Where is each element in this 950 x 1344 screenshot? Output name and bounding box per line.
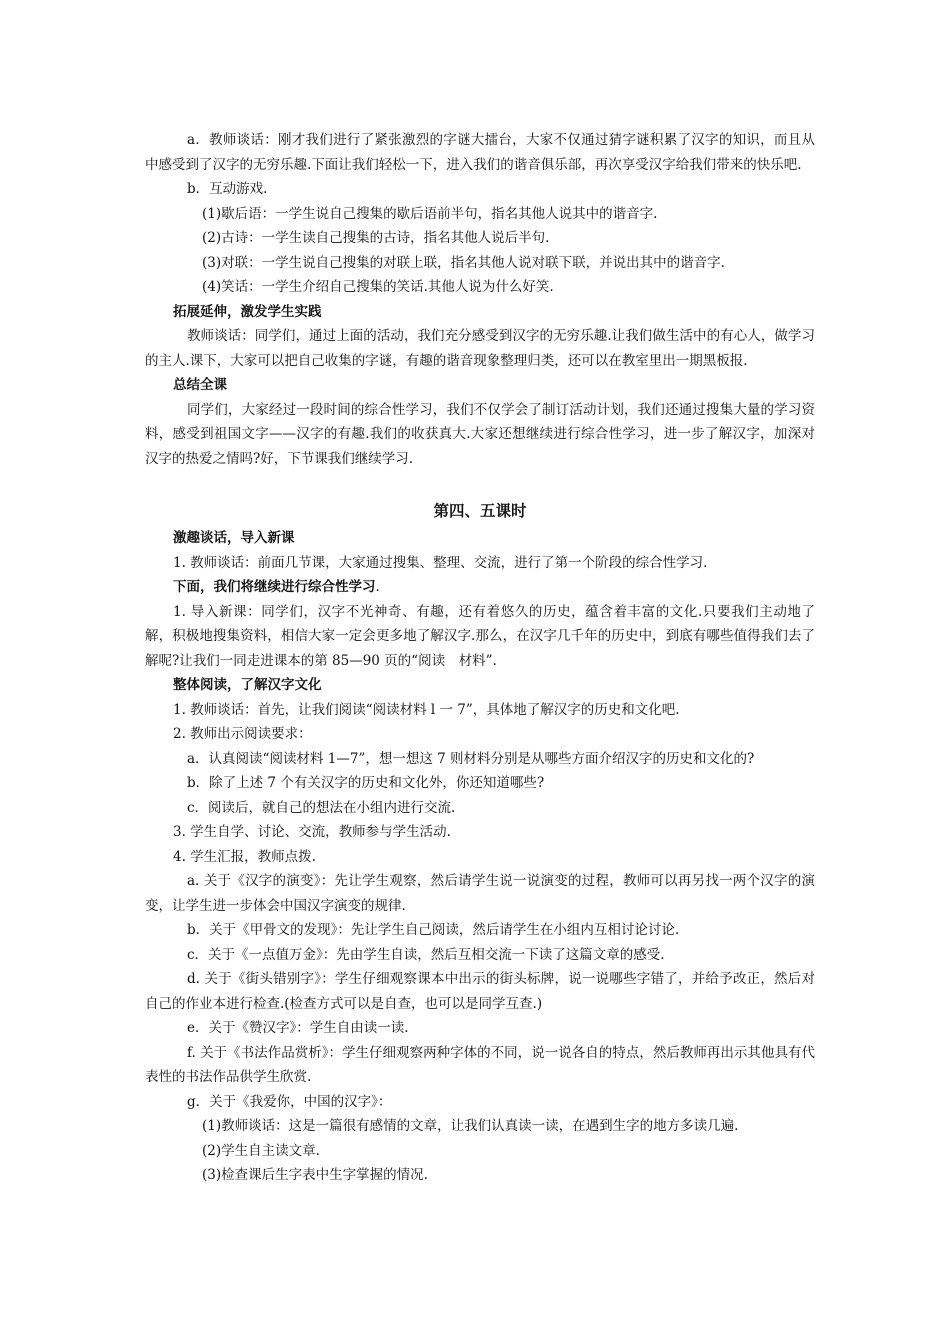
list-item: (2)古诗：一学生读自己搜集的古诗，指名其他人说后半句.	[202, 230, 550, 246]
paragraph-read-4: 4. 学生汇报，教师点拨.	[173, 848, 316, 865]
paragraph-interactive-game: b．互动游戏.	[187, 181, 268, 197]
intro-bold-text: 下面，我们将继续进行综合性学习	[173, 579, 376, 595]
paragraph-report-c: c．关于《一点值万金》：先由学生自读，然后互相交流一下读了这篇文章的感受.	[187, 946, 665, 963]
document-body	[145, 128, 815, 1188]
paragraph-extend: 教师谈话：同学们，通过上面的活动，我们充分感受到汉字的无穷乐趣.让我们做生活中的有心人，做学习的主人.课下，大家可以把自己收集的字谜，有趣的谐音现象整理归类，还可以在教室里出一期黑板报.	[145, 328, 815, 369]
paragraph-report-b: b．关于《甲骨文的发现》：先让学生自己阅读，然后请学生在小组内互相讨论讨论.	[187, 922, 680, 938]
list-item: (3)检查课后生字表中生字掌握的情况.	[202, 1167, 428, 1183]
paragraph-report-g: g．关于《我爱你，中国的汉字》：	[187, 1093, 392, 1110]
list-item: c．阅读后，就自己的想法在小组内进行交流.	[187, 799, 456, 816]
list-item: (3)对联：一学生说自己搜集的对联上联，指名其他人说对联下联，并说出其中的谐音字.	[202, 254, 725, 271]
paragraph-read-2: 2. 教师出示阅读要求：	[173, 726, 312, 742]
paragraph-report-a: a. 关于《汉字的演变》：先让学生观察，然后请学生说一说演变的过程，教师可以再另找一两个汉字的演变，让学生进一步体会中国汉字演变的规律.	[145, 873, 815, 914]
heading-extend: 拓展延伸，激发学生实践	[173, 303, 322, 320]
list-item: (1)教师谈话：这是一篇很有感情的文章，让我们认真读一读，在遇到生字的地方多读几遍.	[202, 1118, 739, 1134]
paragraph-intro-1: 1. 教师谈话：前面几节课，大家通过搜集、整理、交流，进行了第一个阶段的综合性学习.	[173, 554, 708, 571]
paragraph-read-3: 3. 学生自学、讨论、交流，教师参与学生活动.	[173, 824, 451, 840]
heading-read: 整体阅读，了解汉字文化	[173, 677, 322, 693]
list-item: a．认真阅读“阅读材料 1—7”，想一想这 7 则材料分别是从哪些方面介绍汉字的历史和文化的?	[187, 750, 755, 767]
section-title: 第四、五课时	[433, 502, 527, 520]
intro-bold-tail: .	[375, 579, 380, 595]
list-item: (4)笑话：一学生介绍自己搜集的笑话.其他人说为什么好笑.	[202, 279, 554, 295]
heading-intro: 激趣谈话，导入新课	[173, 530, 295, 546]
paragraph-read-1: 1. 教师谈话：首先，让我们阅读“阅读材料 l 一 7”，具体地了解汉字的历史和文化吧.	[173, 701, 680, 718]
paragraph-report-e: e．关于《赞汉字》：学生自由读一读.	[187, 1020, 409, 1036]
list-item: b．除了上述 7 个有关汉字的历史和文化外，你还知道哪些?	[187, 775, 545, 791]
list-item: (2)学生自主读文章.	[202, 1142, 320, 1159]
list-item: (1)歇后语：一学生说自己搜集的歇后语前半句，指名其他人说其中的谐音字.	[202, 205, 658, 222]
paragraph-report-d: d. 关于《街头错别字》：学生仔细观察课本中出示的街头标牌，说一说哪些字错了，并给予改正，然后对自己的作业本进行检查.(检查方式可以是自查，也可以是同学互查.)	[145, 971, 815, 1012]
paragraph-summary: 同学们，大家经过一段时间的综合性学习，我们不仅学会了制订活动计划，我们还通过搜集大量的学习资料，感受到祖国文字——汉字的有趣.我们的收获真大.大家还想继续进行综合性学习，进一步了解汉字，加深对汉字的热爱之情吗?好，下节课我们继续学习.	[145, 401, 815, 467]
paragraph-report-f: f. 关于《书法作品赏析》：学生仔细观察两种字体的不同，说一说各自的特点，然后教师再出示其他具有代表性的书法作品供学生欣赏.	[145, 1044, 815, 1085]
paragraph-teacher-talk-a: a．教师谈话：刚才我们进行了紧张激烈的字谜大擂台，大家不仅通过猜字谜积累了汉字的知识，而且从中感受到了汉字的无穷乐趣.下面让我们轻松一下，进入我们的谐音俱乐部，再次享受汉字给我们带来的快乐吧.	[145, 132, 815, 173]
paragraph-intro-2: 1. 导入新课：同学们，汉字不光神奇、有趣，还有着悠久的历史，蕴含着丰富的文化.只要我们主动地了解，积极地搜集资料，相信大家一定会更多地了解汉字.那么，在汉字几千年的历史中，到底有哪些值得我们去了解呢?让我们一同走进课本的第 85—90 页的“阅读 材料”.	[145, 603, 815, 669]
paragraph-intro-bold	[145, 575, 815, 600]
heading-summary: 总结全课	[173, 377, 227, 393]
